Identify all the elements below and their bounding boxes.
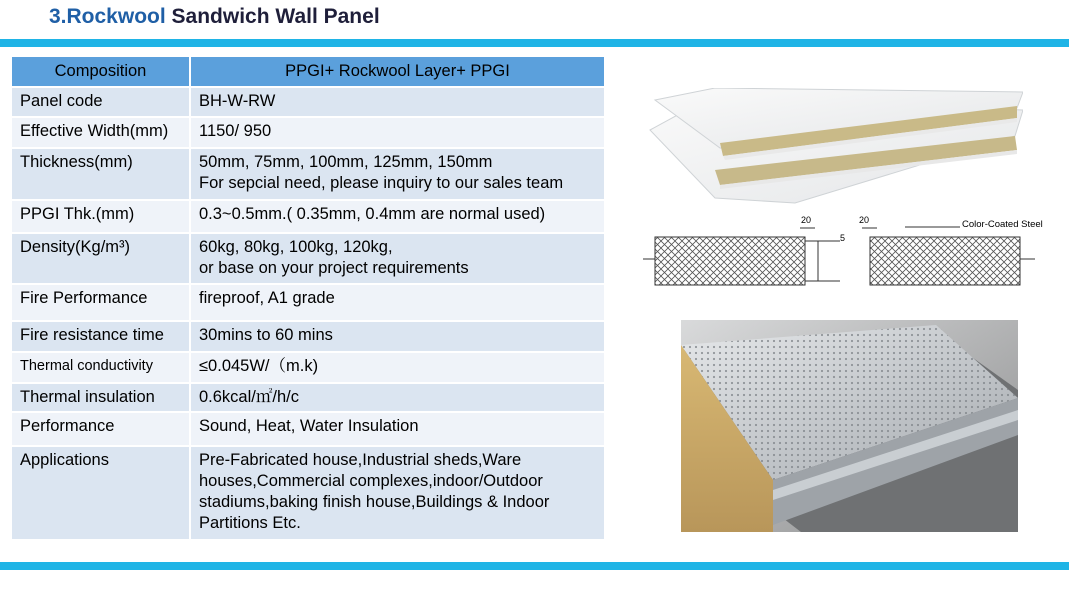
row-value bbox=[190, 446, 605, 540]
value-line: Sound, Heat, Water Insulation bbox=[199, 417, 419, 435]
value-line: Partitions Etc. bbox=[199, 514, 301, 532]
title-number: 3.Rockwool bbox=[49, 5, 166, 28]
row-value bbox=[190, 148, 605, 200]
value-line: 50mm, 75mm, 100mm, 125mm, 150mm bbox=[199, 153, 493, 171]
value-line: Pre-Fabricated house,Industrial sheds,Ware bbox=[199, 451, 522, 469]
value-line: BH-W-RW bbox=[199, 92, 276, 110]
value-line: or base on your project requirements bbox=[199, 259, 469, 277]
table-header-row bbox=[12, 57, 605, 87]
row-value bbox=[190, 117, 605, 148]
row-label: Density(Kg/m³) bbox=[12, 233, 190, 284]
row-label: Applications bbox=[12, 446, 190, 540]
perforated-panel-photo bbox=[681, 320, 1018, 532]
title-text: Sandwich Wall Panel bbox=[171, 5, 380, 28]
row-value bbox=[190, 412, 605, 446]
table-row bbox=[12, 117, 605, 148]
table-row bbox=[12, 412, 605, 446]
row-value bbox=[190, 200, 605, 233]
header-value: PPGI+ Rockwool Layer+ PPGI bbox=[190, 57, 605, 87]
material-label: Color-Coated Steel bbox=[962, 219, 1043, 230]
joint-cross-section-diagram bbox=[640, 213, 1060, 298]
row-label: Fire Performance bbox=[12, 284, 190, 321]
value-line: 0.3~0.5mm.( 0.35mm, 0.4mm are normal used) bbox=[199, 205, 546, 223]
table-row bbox=[12, 148, 605, 200]
value-line: 1150/ 950 bbox=[199, 122, 272, 140]
row-value bbox=[190, 233, 605, 284]
row-label: Thickness(mm) bbox=[12, 148, 190, 200]
table-row bbox=[12, 352, 605, 383]
table-row bbox=[12, 284, 605, 321]
value-line: houses,Commercial complexes,indoor/Outdoor bbox=[199, 472, 543, 490]
row-value bbox=[190, 284, 605, 321]
value-line: 60kg, 80kg, 100kg, 120kg, bbox=[199, 238, 393, 256]
row-label: Fire resistance time bbox=[12, 321, 190, 352]
dim-label-right: 20 bbox=[859, 215, 870, 225]
dim-label-left: 20 bbox=[801, 215, 812, 225]
row-value bbox=[190, 383, 605, 412]
top-accent-bar bbox=[0, 39, 1069, 47]
table-row bbox=[12, 383, 605, 412]
row-label: Effective Width(mm) bbox=[12, 117, 190, 148]
row-label: Panel code bbox=[12, 87, 190, 117]
spec-table bbox=[12, 57, 606, 541]
value-line: 30mins to 60 mins bbox=[199, 326, 333, 344]
gap-label: 5 bbox=[840, 233, 846, 243]
table-row bbox=[12, 321, 605, 352]
value-line: stadiums,baking finish house,Buildings & Indoor bbox=[199, 493, 550, 511]
value-line: For sepcial need, please inquiry to our sales team bbox=[199, 174, 564, 192]
row-value bbox=[190, 321, 605, 352]
table-row bbox=[12, 446, 605, 540]
row-label: PPGI Thk.(mm) bbox=[12, 200, 190, 233]
value-line: fireproof, A1 grade bbox=[199, 289, 335, 307]
bottom-accent-bar bbox=[0, 562, 1069, 570]
row-value bbox=[190, 352, 605, 383]
header-label: Composition bbox=[12, 57, 190, 87]
row-value bbox=[190, 87, 605, 117]
page-title bbox=[49, 5, 380, 29]
row-label: Performance bbox=[12, 412, 190, 446]
value-line: 0.6kcal/㎡/h/c bbox=[199, 388, 299, 406]
row-label: Thermal conductivity bbox=[12, 352, 190, 383]
value-line: ≤0.045W/（m.k) bbox=[199, 357, 319, 375]
panel-stack-image bbox=[645, 88, 1023, 208]
table-row bbox=[12, 233, 605, 284]
table-row bbox=[12, 200, 605, 233]
row-label: Thermal insulation bbox=[12, 383, 190, 412]
table-row bbox=[12, 87, 605, 117]
